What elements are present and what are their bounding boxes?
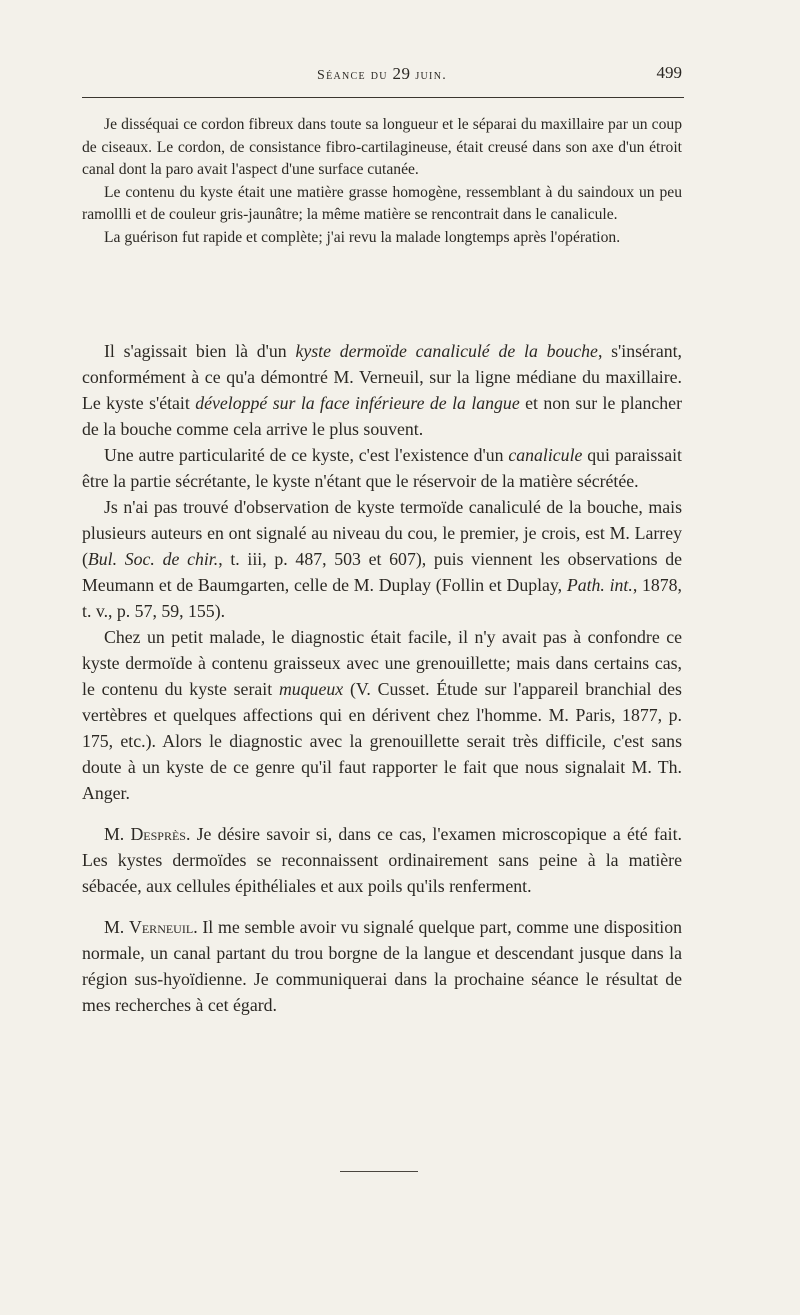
italic-run: kyste dermoïde canaliculé de la bouche: [295, 341, 598, 361]
section-end-rule: [340, 1171, 418, 1172]
italic-run: canalicule: [508, 445, 583, 465]
header-rule: [82, 97, 684, 98]
text-run: Il s'agissait bien là d'un: [104, 341, 296, 361]
speaker-prefix: M.: [104, 917, 130, 937]
text-run: , s'insérant, conformément à ce qu'a démontré M. Verneuil, sur la ligne médiane du maxillaire. Le kyste s'était: [82, 341, 682, 413]
case-paragraph-recovery: La guérison fut rapide et complète; j'ai revu la malade longtemps après l'opération.: [104, 228, 621, 246]
paragraph-verneuil: [82, 914, 682, 1018]
text-run: Chez un petit malade, le diagnostic était facile, il n'y avait pas à confondre ce kyste dermoïde à contenu graisseux avec une grenouillette; mais dans certains cas, le contenu du kyste serait: [82, 627, 682, 699]
italic-run: Bul. Soc. de chir.: [87, 549, 219, 569]
paragraph-despres: [82, 821, 682, 899]
paragraph-differential: [82, 624, 682, 806]
paragraph-literature: [82, 494, 682, 624]
case-paragraph-contents: Le contenu du kyste était une matière grasse homogène, ressemblant à du saindoux un peu ramollli et de couleur gris-jaunâtre; la même matière se rencontrait dans le canalicule.: [82, 183, 682, 223]
text-run: qui paraissait être la partie sécrétante, le kyste n'étant que le réservoir de la matière sécrétée.: [82, 445, 682, 491]
italic-run: développé sur la face inférieure de la langue: [195, 393, 520, 413]
case-paragraph-dissection: Je disséquai ce cordon fibreux dans toute sa longueur et le séparai du maxillaire par un coup de ciseaux. Le cordon, de consistance fibro-cartilagineuse, était creusé dans son axe d'un étroit canal dont la paro avait l'aspect d'une surface cutanée.: [82, 116, 682, 178]
running-title-post: juin.: [410, 68, 448, 83]
text-run: (V. Cusset. Étude sur l'appareil branchial des vertèbres et quelques affections qui en dérivent chez l'homme. M. Paris, 1877, p. 175, etc.). Alors le diagnostic avec la grenouillette serait très difficile, c'est sans doute à un kyste de ce genre qu'il faut rapporter le fait que nous signalait M. Th. Anger.: [82, 679, 682, 803]
running-title-date: 29: [392, 64, 411, 83]
text-run: Js n'ai pas trouvé d'observation de kyste termoïde canaliculé de la bouche, mais plusieurs auteurs en ont signalé au niveau du cou, le premier, je crois, est M. Larrey (: [82, 497, 682, 569]
speech-text: . Je désire savoir si, dans ce cas, l'examen microscopique a été fait. Les kystes dermoïdes se reconnaissent ordinairement sans peine à la matière sébacée, aux cellules épithéliales et aux poils qu'ils renferment.: [82, 824, 682, 896]
paragraph-diagnosis: [82, 338, 682, 442]
case-report-block: [82, 114, 682, 249]
speaker-name: Verneuil: [129, 917, 194, 937]
italic-run: muqueux: [278, 679, 344, 699]
page-number: 499: [656, 63, 682, 82]
speaker-prefix: M.: [104, 824, 131, 844]
speaker-name: Desprès: [130, 824, 186, 844]
running-header: [82, 64, 682, 88]
text-run: , 1878, t. v., p. 57, 59, 155).: [82, 575, 682, 621]
italic-run: Path. int.: [566, 575, 633, 595]
text-run: et non sur le plancher de la bouche comme cela arrive le plus souvent.: [82, 393, 682, 439]
running-title-pre: Séance du: [316, 68, 393, 83]
running-title: [82, 64, 682, 84]
paragraph-canalicule: [82, 442, 682, 494]
text-run: Une autre particularité de ce kyste, c'est l'existence d'un: [104, 445, 509, 465]
discussion-block: [82, 338, 682, 1018]
text-run: , t. iii, p. 487, 503 et 607), puis viennent les observations de Meumann et de Baumgarten, celle de M. Duplay (Follin et Duplay,: [82, 549, 682, 595]
speech-text: . Il me semble avoir vu signalé quelque part, comme une disposition normale, un canal partant du trou borgne de la langue et descendant jusque dans la région sus-hyoïdienne. Je communiquerai dans la prochaine séance le résultat de mes recherches à cet égard.: [82, 917, 682, 1015]
